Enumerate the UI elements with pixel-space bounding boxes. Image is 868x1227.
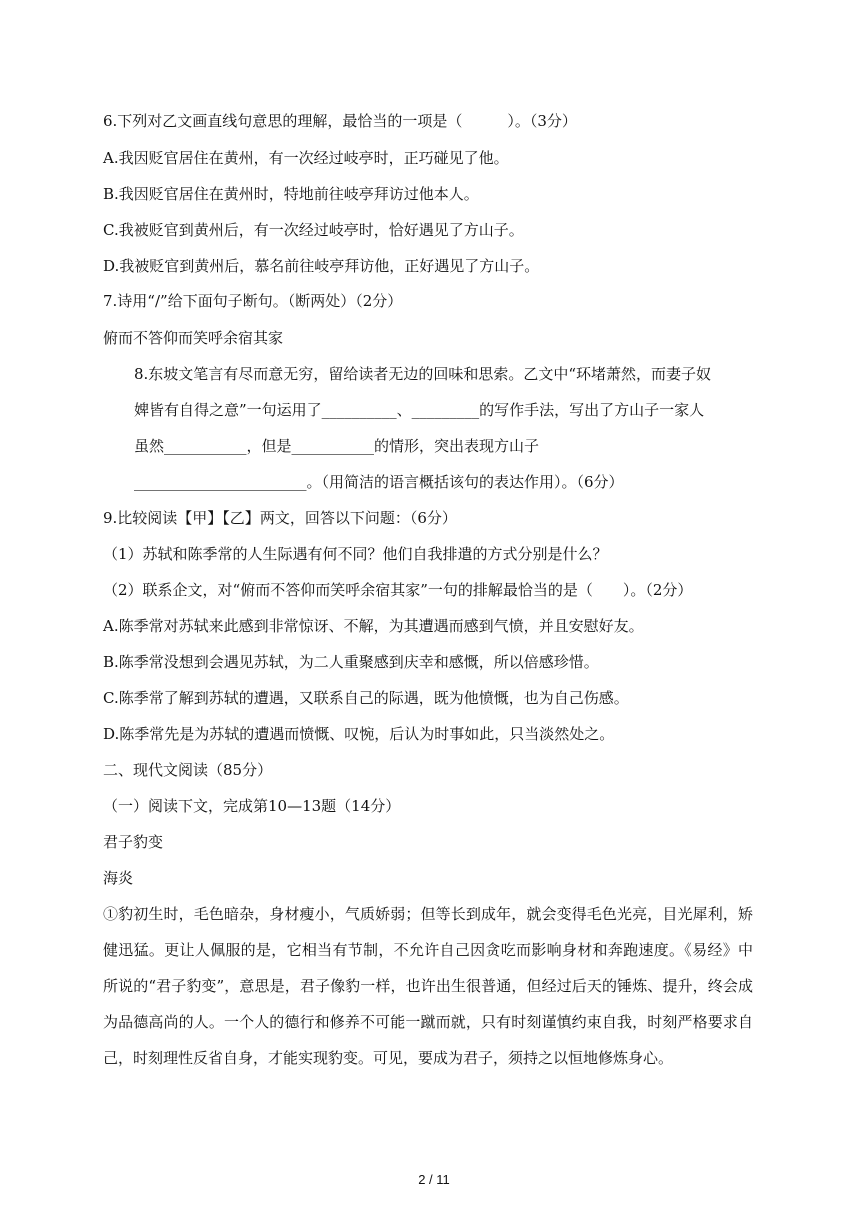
q9-sub-1: （1）苏轼和陈季常的人生际遇有何不同？他们自我排遣的方式分别是什么？ xyxy=(103,545,608,563)
question-8-line-2: 婢皆有自得之意”一句运用了__________、_________的写作手法，写出了方山子一家人 xyxy=(134,401,705,419)
question-8-line-1: 8.东坡文笔言有尽而意无穷，留给读者无边的回味和思索。乙文中“环堵萧然，而妻子奴 xyxy=(134,365,711,383)
article-title: 君子豹变 xyxy=(103,833,164,851)
q9-option-a: A.陈季常对苏轼来此感到非常惊讶、不解，为其遭遇而感到气愤，并且安慰好友。 xyxy=(103,617,644,635)
q6-option-c: C.我被贬官到黄州后，有一次经过岐亭时，恰好遇见了方山子。 xyxy=(103,221,524,239)
question-8-line-3: 虽然___________，但是___________的情形，突出表现方山子 xyxy=(134,437,540,455)
article-author: 海炎 xyxy=(103,869,134,887)
q7-sentence: 俯而不答仰而笑呼余宿其家 xyxy=(103,329,284,347)
q6-option-a: A.我因贬官居住在黄州，有一次经过岐亭时，正巧碰见了他。 xyxy=(103,149,509,167)
q9-option-c: C.陈季常了解到苏轼的遭遇，又联系自己的际遇，既为他愤慨，也为自己伤感。 xyxy=(103,689,629,707)
q9-option-b: B.陈季常没想到会遇见苏轼，为二人重聚感到庆幸和感慨，所以倍感珍惜。 xyxy=(103,653,599,671)
subsection-heading: （一）阅读下文，完成第10—13题（14分） xyxy=(103,797,401,815)
q9-sub-2: （2）联系企文，对“俯而不答仰而笑呼余宿其家”一句的排解最恰当的是（ ）。（2分） xyxy=(103,581,693,599)
question-9: 9.比较阅读【甲】【乙】两文，回答以下问题：（6分） xyxy=(103,509,457,527)
question-6: 6.下列对乙文画直线句意思的理解，最恰当的一项是（ ）。（3分） xyxy=(103,112,577,130)
q6-option-b: B.我因贬官居住在黄州时，特地前往岐亭拜访过他本人。 xyxy=(103,185,479,203)
question-8-line-4: _______________________。（用简洁的语言概括该句的表达作用）。（6分） xyxy=(134,473,624,491)
question-7: 7.诗用“/”给下面句子断句。（断两处）（2分） xyxy=(103,292,403,310)
article-paragraph-1: ①豹初生时，毛色暗杂，身材瘦小，气质娇弱；但等长到成年，就会变得毛色光亮，目光犀利，矫健迅猛。更让人佩服的是，它相当有节制，不允许自己因贪吃而影响身材和奔跑速度。《易经》中所说的“君子豹变”，意思是，君子像豹一样，也许出生很普通，但经过后天的锤炼、提升，终会成为品德高尚的人。一个人的德行和修养不可能一蹴而就，只有时刻谨慎约束自我，时刻严格要求自己，时刻理性反省自身，才能实现豹变。可见，要成为君子，须持之以恒地修炼身心。 xyxy=(103,905,753,1067)
q6-option-d: D.我被贬官到黄州后，慕名前往岐亭拜访他，正好遇见了方山子。 xyxy=(103,257,540,275)
q9-option-d: D.陈季常先是为苏轼的遭遇而愤慨、叹惋，后认为时事如此，只当淡然处之。 xyxy=(103,725,615,743)
section-heading: 二、现代文阅读（85分） xyxy=(103,761,273,779)
page-number: 2 / 11 xyxy=(418,1172,450,1187)
